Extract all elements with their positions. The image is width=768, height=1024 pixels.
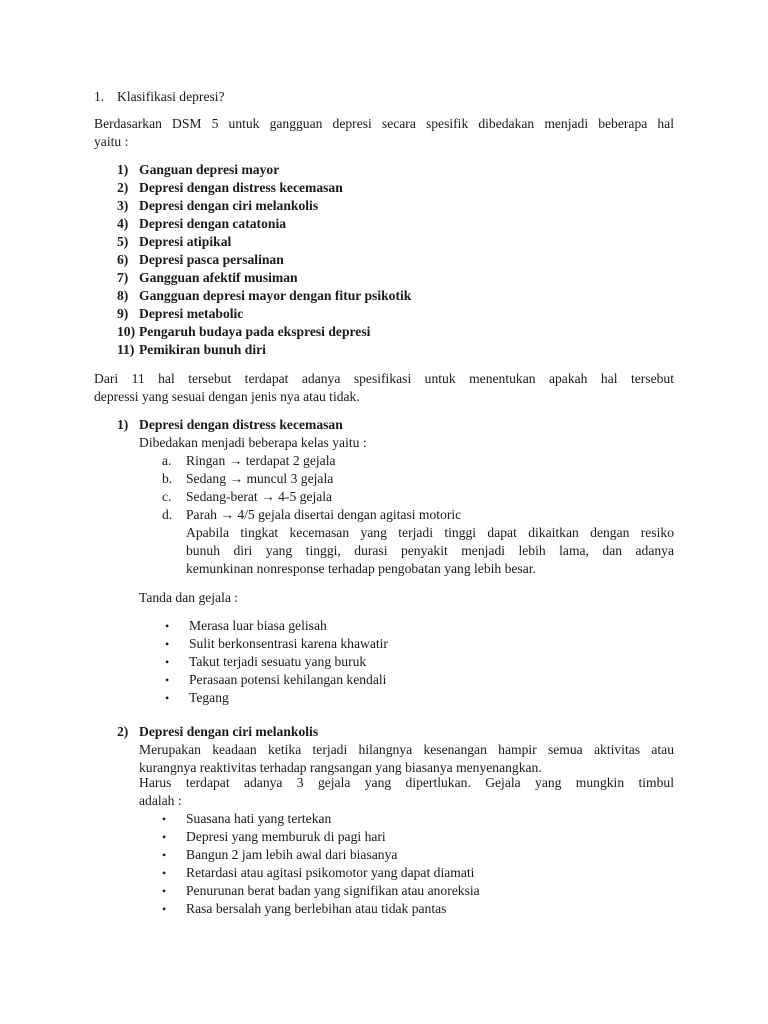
list-item: Depresi yang memburuk di pagi hari <box>186 829 386 844</box>
question-heading: Klasifikasi depresi? <box>117 89 225 104</box>
bullet-icon: • <box>165 619 170 633</box>
list-item: Sulit berkonsentrasi karena khawatir <box>189 636 388 651</box>
class-description: terdapat 2 gejala <box>245 453 336 468</box>
list-item-number: 6) <box>117 252 129 267</box>
list-item-number: 1) <box>117 162 129 177</box>
list-item: Takut terjadi sesuatu yang buruk <box>189 654 367 669</box>
bullet-icon: • <box>162 848 167 862</box>
bullet-icon: • <box>165 637 170 651</box>
summary-line-2: depressi yang sesuai dengan jenis nya atau tidak. <box>94 389 360 404</box>
summary-line-1: Dari 11 hal tersebut terdapat adanya spesifikasi untuk menentukan apakah hal tersebut <box>94 371 674 386</box>
list-item: Suasana hati yang tertekan <box>186 811 332 826</box>
class-description: muncul 3 gejala <box>246 471 334 486</box>
section-2-paragraph-1-line-2: kurangnya reaktivitas terhadap rangsangan yang biasanya menyenangkan. <box>139 760 542 775</box>
class-item <box>186 506 461 524</box>
bullet-icon: • <box>162 902 167 916</box>
bullet-icon: • <box>162 830 167 844</box>
class-name: Parah <box>186 507 217 522</box>
severity-note-line-3: kemunkinan nonresponse terhadap pengobatan yang lebih besar. <box>186 561 536 576</box>
list-item: Tegang <box>189 690 229 705</box>
section-2-paragraph-1-line-1: Merupakan keadaan ketika terjadi hilangnya kesenangan hampir semua aktivitas atau <box>139 742 674 757</box>
bullet-icon: • <box>162 812 167 826</box>
list-item: Retardasi atau agitasi psikomotor yang dapat diamati <box>186 865 475 880</box>
arrow-right-icon: → <box>228 453 243 468</box>
class-name: Ringan <box>186 453 226 468</box>
bullet-icon: • <box>162 884 167 898</box>
list-item-number: 3) <box>117 198 129 213</box>
list-item: Gangguan depresi mayor dengan fitur psikotik <box>139 288 412 303</box>
list-item-number: 11) <box>117 342 135 357</box>
list-item: Penurunan berat badan yang signifikan atau anoreksia <box>186 883 480 898</box>
list-item: Perasaan potensi kehilangan kendali <box>189 672 387 687</box>
severity-note-line-2: bunuh diri yang tinggi, durasi penyakit menjadi lebih lama, dan adanya <box>186 543 674 558</box>
section-1-title: Depresi dengan distress kecemasan <box>139 417 343 432</box>
list-item-number: 8) <box>117 288 129 303</box>
bullet-icon: • <box>162 866 167 880</box>
list-item-number: 2) <box>117 180 129 195</box>
list-item: Depresi dengan ciri melankolis <box>139 198 319 213</box>
section-2-number: 2) <box>117 724 129 739</box>
class-item <box>186 470 333 488</box>
list-item-number: 7) <box>117 270 129 285</box>
bullet-icon: • <box>165 691 170 705</box>
list-item: Depresi dengan catatonia <box>139 216 287 231</box>
list-item: Gangguan afektif musiman <box>139 270 298 285</box>
list-item-number: 5) <box>117 234 129 249</box>
class-letter: b. <box>162 471 173 486</box>
class-letter: a. <box>162 453 172 468</box>
intro-line-2: yaitu : <box>94 134 129 149</box>
bullet-icon: • <box>165 673 170 687</box>
list-item: Depresi atipikal <box>139 234 232 249</box>
bullet-icon: • <box>165 655 170 669</box>
class-item <box>186 488 332 506</box>
intro-line-1: Berdasarkan DSM 5 untuk gangguan depresi secara spesifik dibedakan menjadi beberapa hal <box>94 116 674 131</box>
list-item: Pengaruh budaya pada ekspresi depresi <box>139 324 371 339</box>
class-item <box>186 452 336 470</box>
severity-note-line-1: Apabila tingkat kecemasan yang terjadi tinggi dapat dikaitkan dengan resiko <box>186 525 674 540</box>
class-description: 4-5 gejala <box>278 489 333 504</box>
question-number: 1. <box>94 89 105 104</box>
class-name: Sedang <box>186 471 227 486</box>
class-letter: c. <box>162 489 172 504</box>
section-1-subtitle: Dibedakan menjadi beberapa kelas yaitu : <box>139 435 367 450</box>
class-letter: d. <box>162 507 173 522</box>
list-item-number: 4) <box>117 216 129 231</box>
list-item-number: 9) <box>117 306 129 321</box>
section-2-paragraph-2-line-1: Harus terdapat adanya 3 gejala yang dipertlukan. Gejala yang mungkin timbul <box>139 775 674 790</box>
list-item: Ganguan depresi mayor <box>139 162 280 177</box>
arrow-right-icon: → <box>261 489 275 504</box>
list-item-number: 10) <box>117 324 136 339</box>
list-item: Depresi pasca persalinan <box>139 252 284 267</box>
section-1-number: 1) <box>117 417 129 432</box>
list-item: Depresi dengan distress kecemasan <box>139 180 343 195</box>
list-item: Bangun 2 jam lebih awal dari biasanya <box>186 847 398 862</box>
class-description: 4/5 gejala disertai dengan agitasi motoric <box>237 507 462 522</box>
class-name: Sedang-berat <box>186 489 258 504</box>
arrow-right-icon: → <box>229 471 244 486</box>
arrow-right-icon: → <box>220 507 234 522</box>
signs-label: Tanda dan gejala : <box>139 590 239 605</box>
section-2-title: Depresi dengan ciri melankolis <box>139 724 319 739</box>
list-item: Merasa luar biasa gelisah <box>189 618 327 633</box>
list-item: Pemikiran bunuh diri <box>139 342 266 357</box>
list-item: Depresi metabolic <box>139 306 244 321</box>
section-2-paragraph-2-line-2: adalah : <box>139 793 182 808</box>
list-item: Rasa bersalah yang berlebihan atau tidak pantas <box>186 901 447 916</box>
